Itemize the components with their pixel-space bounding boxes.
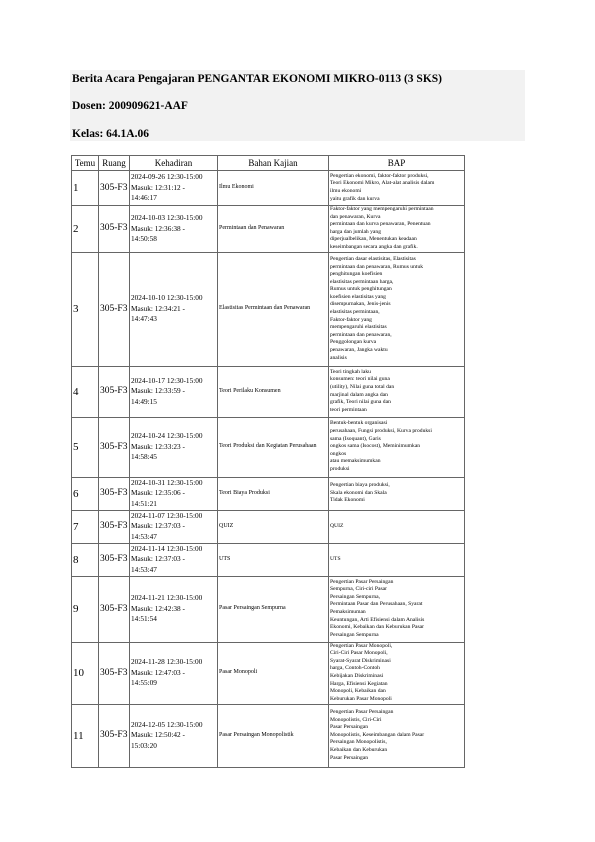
bap-line: Harga, Efisiensi Kegiatan — [330, 680, 388, 687]
schedule-time: 2024-11-28 12:30-15:00 — [131, 657, 203, 667]
schedule-time: 2024-10-24 12:30-15:00 — [131, 431, 203, 441]
table-row — [72, 417, 465, 477]
room-code: 305-F3 — [100, 441, 128, 452]
meeting-number: 10 — [73, 667, 84, 680]
bap-line: Bentuk-bentuk organisasi — [330, 420, 388, 427]
bap-line: Persaingan Sempurna, — [330, 593, 381, 600]
table-row — [72, 704, 465, 767]
bap-cell — [329, 704, 465, 767]
bap-line: Pengertian Pasar Persaingan — [330, 708, 394, 715]
topic-cell — [218, 543, 329, 576]
bap-line: elastisitas permintaan, — [330, 309, 380, 316]
bap-line: sama (Isoquant), Garis — [330, 435, 381, 442]
room-cell — [99, 417, 130, 477]
bap-cell — [329, 366, 465, 417]
room-code: 305-F3 — [100, 303, 128, 314]
check-out-time: 14:46:17 — [131, 193, 157, 203]
check-out-time: 14:51:21 — [131, 498, 157, 508]
meeting-number-cell — [72, 510, 99, 543]
room-cell — [99, 366, 130, 417]
check-in-time: Masuk: 12:37:03 - — [131, 554, 185, 564]
room-code: 305-F3 — [100, 667, 128, 678]
check-out-time: 14:58:45 — [131, 452, 157, 462]
check-out-time: 14:55:09 — [131, 678, 157, 688]
meeting-number: 11 — [73, 729, 84, 742]
check-out-time: 14:53:47 — [131, 531, 157, 541]
schedule-time: 2024-11-21 12:30-15:00 — [131, 593, 203, 603]
schedule-time: 2024-10-10 12:30-15:00 — [131, 293, 203, 303]
check-in-time: Masuk: 12:37:03 - — [131, 521, 185, 531]
attendance-cell — [130, 417, 218, 477]
room-code: 305-F3 — [100, 223, 128, 234]
column-header-bap: BAP — [329, 156, 465, 171]
bap-line: Kebaikan dan Keburukan — [330, 746, 388, 753]
room-cell — [99, 171, 130, 206]
bap-cell — [329, 477, 465, 510]
room-code: 305-F3 — [100, 554, 128, 565]
meeting-number-cell — [72, 576, 99, 642]
meeting-number: 5 — [73, 441, 79, 454]
bap-line: penghitungan koefisien — [330, 271, 383, 278]
bap-line: Monopolistis, Ciri-Ciri — [330, 716, 382, 723]
bap-line: Faktor-faktor yang mempengaruhi permintaan — [330, 206, 434, 212]
check-out-time: 14:53:47 — [131, 564, 157, 574]
topic-cell — [218, 252, 329, 366]
check-in-time: Masuk: 12:33:59 - — [131, 386, 185, 396]
topic-cell — [218, 510, 329, 543]
column-header-temu: Temu — [72, 156, 99, 171]
bap-line: Rumus untuk penghitungan — [330, 286, 392, 293]
table-header-row — [72, 156, 465, 171]
bap-line: harga, Contoh-Contoh — [330, 665, 380, 672]
room-cell — [99, 477, 130, 510]
check-in-time: Masuk: 12:34:21 - — [131, 303, 185, 313]
check-in-time: Masuk: 12:33:23 - — [131, 441, 185, 451]
bap-line: grafik, Teori nilai guna dan — [330, 399, 391, 406]
attendance-cell — [130, 366, 218, 417]
bap-cell — [329, 417, 465, 477]
topic-text: Ilmu Ekonomi — [219, 184, 254, 191]
attendance-cell — [130, 543, 218, 576]
bap-line: permintaan dan kurva penawaran, Penentuan — [330, 221, 431, 228]
check-in-time: Masuk: 12:35:06 - — [131, 488, 185, 498]
document-header — [70, 70, 525, 141]
bap-line: Pasar Persaingan — [330, 724, 369, 731]
class-info: Kelas: 64.1A.06 — [72, 128, 149, 140]
bap-line: Pengertian ekonomi, faktor-faktor produksi, — [330, 172, 429, 179]
table-row — [72, 366, 465, 417]
bap-line: ilmu ekonomi — [330, 188, 362, 194]
meeting-number: 2 — [73, 222, 79, 235]
bap-line: (utility), Nilai guna total dan — [330, 383, 395, 390]
bap-line: Pengertian Pasar Monopoli, — [330, 642, 393, 649]
schedule-time: 2024-10-31 12:30-15:00 — [131, 477, 203, 487]
topic-text: Pasar Persaingan Sempurna — [219, 605, 286, 612]
check-out-time: 14:51:54 — [131, 614, 157, 624]
topic-text: Pasar Monopoli — [219, 669, 258, 676]
topic-text: Elastisitas Permintaan dan Penawaran — [219, 305, 311, 312]
bap-line: Keuntungan, Arti Efisiensi dalam Analisis — [330, 616, 425, 623]
column-header-kehadiran: Kehadiran — [130, 156, 218, 171]
room-code: 305-F3 — [100, 603, 128, 614]
column-header-ruang: Ruang — [99, 156, 130, 171]
meeting-number: 9 — [73, 603, 79, 616]
bap-line: ongkos sama (Isocost), Meminimumkan — [330, 443, 421, 450]
check-in-time: Masuk: 12:42:38 - — [131, 603, 185, 613]
meeting-number: 1 — [73, 182, 79, 194]
bap-cell — [329, 171, 465, 206]
meeting-number-cell — [72, 252, 99, 366]
bap-line: Persaingan Monopolistis, — [330, 739, 387, 746]
topic-cell — [218, 417, 329, 477]
bap-line: Permintaan Pasar dan Perusahaan, Syarat — [330, 601, 423, 608]
room-code: 305-F3 — [100, 386, 128, 397]
room-cell — [99, 642, 130, 704]
table-body — [72, 171, 465, 768]
meeting-number-cell — [72, 171, 99, 206]
bap-line: teori permintaan — [330, 406, 367, 413]
meeting-number-cell — [72, 206, 99, 253]
check-in-time: Masuk: 12:36:38 - — [131, 223, 185, 233]
check-in-time: Masuk: 12:31:12 - — [131, 182, 185, 192]
bap-line: permintaan dan penawaran, Rumus untuk — [330, 263, 424, 270]
bap-line: ongkos — [330, 450, 347, 457]
bap-cell — [329, 510, 465, 543]
column-header-bahan-kajian: Bahan Kajian — [218, 156, 329, 171]
bap-line: Monopolistis, Keseimbangan dalam Pasar — [330, 731, 425, 738]
bap-line: Kebijakan Diskriminasi — [330, 673, 384, 680]
table-row — [72, 477, 465, 510]
attendance-cell — [130, 171, 218, 206]
table-row — [72, 543, 465, 576]
attendance-cell — [130, 477, 218, 510]
bap-line: Teori Ekonomi Mikro, Alat-alat analisis dalam — [330, 180, 435, 187]
room-cell — [99, 543, 130, 576]
topic-cell — [218, 477, 329, 510]
meeting-number: 8 — [73, 553, 79, 566]
bap-line: Keburukan Pasar Monopoli — [330, 695, 392, 702]
bap-line: Pengertian biaya produksi, — [330, 482, 390, 489]
bap-line: penawaran, Jangka waktu — [330, 347, 388, 354]
attendance-cell — [130, 704, 218, 767]
bap-cell — [329, 576, 465, 642]
topic-text: Teori Perilaku Konsumen — [219, 387, 281, 394]
bap-line: Monopoli, Kebaikan dan — [330, 688, 386, 695]
schedule-time: 2024-12-05 12:30-15:00 — [131, 719, 203, 729]
meeting-number: 3 — [73, 303, 79, 316]
check-in-time: Masuk: 12:47:03 - — [131, 667, 185, 677]
meeting-number-cell — [72, 543, 99, 576]
bap-line: UTS — [330, 555, 341, 562]
topic-cell — [218, 366, 329, 417]
bap-line: Pengertian dasar elastisitas, Elastisitas — [330, 255, 416, 262]
room-code: 305-F3 — [100, 521, 128, 532]
bap-line: Persaingan Sempurna — [330, 631, 379, 638]
schedule-time: 2024-11-07 12:30-15:00 — [131, 510, 203, 520]
bap-line: yaitu grafik dan kurva — [330, 195, 380, 202]
bap-line: Pemaksimuman — [330, 609, 366, 616]
bap-line: Sempurna, Ciri-ciri Pasar — [330, 586, 388, 593]
bap-line: harga dan jumlah yang — [330, 228, 382, 235]
bap-cell — [329, 206, 465, 253]
meeting-number: 4 — [73, 385, 79, 398]
room-cell — [99, 252, 130, 366]
meeting-number-cell — [72, 477, 99, 510]
schedule-time: 2024-10-17 12:30-15:00 — [131, 375, 203, 385]
bap-line: QUIZ — [330, 522, 344, 529]
bap-line: diperjualbelikan, Menentukan keadaan — [330, 236, 417, 243]
bap-line: Ekonomi, Kebaikan dan Keburukan Pasar — [330, 624, 424, 631]
schedule-time: 2024-09-26 12:30-15:00 — [131, 172, 203, 182]
topic-text: Teori Biaya Produksi — [219, 489, 270, 496]
bap-line: produksi — [330, 466, 350, 473]
attendance-cell — [130, 642, 218, 704]
room-cell — [99, 704, 130, 767]
topic-text: Permintaan dan Penawaran — [219, 225, 285, 232]
bap-line: marjinal dalam angka dan — [330, 391, 388, 398]
attendance-cell — [130, 252, 218, 366]
room-code: 305-F3 — [100, 488, 128, 499]
topic-cell — [218, 171, 329, 206]
bap-cell — [329, 252, 465, 366]
room-code: 305-F3 — [100, 730, 128, 741]
table-row — [72, 206, 465, 253]
topic-cell — [218, 642, 329, 704]
topic-cell — [218, 704, 329, 767]
room-cell — [99, 510, 130, 543]
bap-line: atau memaksimumkan — [330, 458, 381, 465]
room-cell — [99, 576, 130, 642]
check-out-time: 14:50:58 — [131, 234, 157, 244]
bap-line: Tidak Ekonomi — [330, 497, 365, 504]
topic-cell — [218, 576, 329, 642]
bap-line: Pengertian Pasar Persaingan — [330, 578, 394, 585]
meeting-number-cell — [72, 704, 99, 767]
meeting-number: 7 — [73, 520, 79, 533]
lecturer-info: Dosen: 200909621-AAF — [72, 100, 188, 112]
bap-line: Penggolongan kurva — [330, 339, 377, 346]
bap-cell — [329, 642, 465, 704]
bap-cell — [329, 543, 465, 576]
check-out-time: 14:49:15 — [131, 396, 157, 406]
table-row — [72, 642, 465, 704]
attendance-table — [71, 155, 465, 768]
check-out-time: 15:03:20 — [131, 740, 157, 750]
bap-line: elastisitas permintaan harga, — [330, 278, 394, 285]
topic-text: Teori Produksi dan Kegiatan Perusahaan — [219, 443, 317, 450]
meeting-number-cell — [72, 642, 99, 704]
table-row — [72, 252, 465, 366]
attendance-cell — [130, 576, 218, 642]
room-code: 305-F3 — [100, 182, 128, 193]
bap-line: Faktor-faktor yang — [330, 316, 372, 323]
bap-line: Teori tingkah laku — [330, 368, 371, 375]
topic-cell — [218, 206, 329, 253]
table-row — [72, 171, 465, 206]
schedule-time: 2024-11-14 12:30-15:00 — [131, 543, 203, 553]
schedule-time: 2024-10-03 12:30-15:00 — [131, 213, 203, 223]
bap-line: Pasar Persaingan — [330, 754, 369, 761]
meeting-number: 6 — [73, 487, 79, 500]
bap-line: disempurnakan, Jenis-jenis — [330, 301, 391, 308]
document-title: Berita Acara Pengajaran PENGANTAR EKONOMI MIKRO-0113 (3 SKS) — [72, 73, 442, 85]
room-cell — [99, 206, 130, 253]
bap-line: Ciri-Ciri Pasar Monopoli, — [330, 650, 388, 657]
bap-line: Skala ekonomi dan Skala — [330, 489, 387, 496]
check-out-time: 14:47:43 — [131, 314, 157, 324]
bap-line: permintaan dan penawaran, — [330, 331, 392, 338]
bap-line: Syarat-Syarat Diskriminasi — [330, 657, 391, 664]
bap-line: mempengaruhi elastisitas — [330, 324, 387, 331]
attendance-cell — [130, 206, 218, 253]
topic-text: Pasar Persaingan Monopolistik — [219, 731, 294, 738]
topic-text: UTS — [219, 555, 231, 562]
check-in-time: Masuk: 12:50:42 - — [131, 730, 185, 740]
table-row — [72, 510, 465, 543]
meeting-number-cell — [72, 366, 99, 417]
table-row — [72, 576, 465, 642]
bap-line: konsumen: teori nilai guna — [330, 376, 390, 383]
attendance-cell — [130, 510, 218, 543]
meeting-number-cell — [72, 417, 99, 477]
bap-line: perusahaan, Fungsi produksi, Kurva produksi — [330, 428, 432, 435]
bap-line: koefisien elastisitas yang — [330, 293, 386, 300]
bap-line: keseimbangan secara angka dan grafik. — [330, 243, 418, 250]
bap-line: dan penawaran, Kurva — [330, 213, 381, 220]
topic-text: QUIZ — [219, 522, 234, 529]
bap-line: analisis — [330, 354, 347, 361]
